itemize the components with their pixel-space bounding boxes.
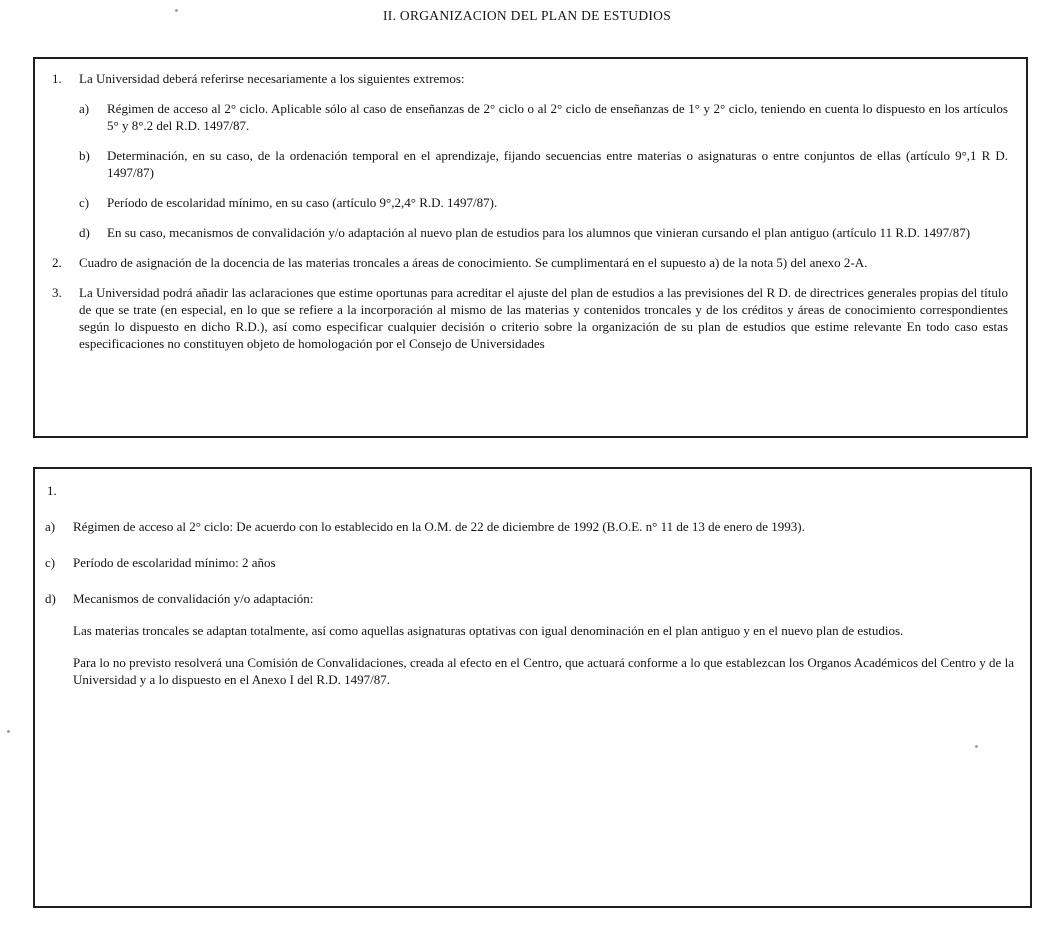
- subitem-letter: a): [79, 101, 90, 116]
- instructions-box: [33, 57, 1028, 438]
- item-text: Cuadro de asignación de la docencia de las materias troncales a áreas de conocimiento. Se cumplimentará en el supuesto a) de la nota 5) del anexo 2-A.: [79, 255, 868, 270]
- list-subitem-c: [35, 194, 1026, 211]
- list-item-1: [35, 70, 1026, 87]
- entry-letter: c): [45, 555, 56, 570]
- item-number: 2.: [52, 255, 62, 270]
- subitem-letter: b): [79, 148, 90, 163]
- answer-entry-a: [35, 518, 1030, 535]
- item-text: La Universidad podrá añadir las aclaraciones que estime oportunas para acreditar el ajuste del plan de estudios a las previsiones del R D. de directrices generales propias del título de que se trate (en especial, en lo que se refiere a la incorporación al mismo de las materias y contenidos troncales y de los créditos y áreas de conocimiento correspondientes según lo dispuesto en dicho R.D.), así como especificar cualquier decisión o criterio sobre la organización de su plan de estudios que estime relevante En todo caso estas especificaciones no constituyen objeto de homologación por el Consejo de Universidades: [79, 285, 1008, 351]
- answers-heading: 1.: [47, 483, 57, 498]
- subitem-letter: d): [79, 225, 90, 240]
- list-subitem-b: [35, 147, 1026, 181]
- page-title: II. ORGANIZACION DEL PLAN DE ESTUDIOS: [382, 8, 672, 23]
- list-item-3: [35, 284, 1026, 352]
- subitem-text: En su caso, mecanismos de convalidación y/o adaptación al nuevo plan de estudios para los alumnos que vinieran cursando el plan antiguo (artículo 11 R.D. 1497/87): [107, 225, 971, 240]
- subitem-letter: c): [79, 195, 90, 210]
- answer-entry-d: [35, 590, 1030, 607]
- answer-paragraph-1: Las materias troncales se adaptan totalmente, así como aquellas asignaturas optativas con igual denominación en el plan antiguo y en el nuevo plan de estudios.: [73, 623, 904, 638]
- subitem-text: Régimen de acceso al 2° ciclo. Aplicable sólo al caso de enseñanzas de 2° ciclo o al 2° ciclo de enseñanzas de 1° y 2° ciclo, teniendo en cuenta lo dispuesto en los artículos 5° y 8°.2 del R.D. 1497/87.: [107, 101, 1008, 133]
- list-item-2: [35, 254, 1026, 271]
- entry-text: Período de escolaridad mínimo: 2 años: [73, 555, 276, 570]
- scan-artifact-dot: [975, 745, 978, 748]
- item-text: La Universidad deberá referirse necesariamente a los siguientes extremos:: [79, 71, 465, 86]
- answer-entry-c: [35, 554, 1030, 571]
- entry-text: Mecanismos de convalidación y/o adaptación:: [73, 591, 314, 606]
- entry-letter: a): [45, 519, 56, 534]
- answer-paragraph-2: Para lo no previsto resolverá una Comisión de Convalidaciones, creada al efecto en el Centro, que actuará conforme a lo que establezcan los Organos Académicos del Centro y de la Universidad y a lo dispuesto en el Anexo I del R.D. 1497/87.: [73, 655, 1014, 687]
- scan-artifact-dot: [175, 9, 178, 12]
- subitem-text: Determinación, en su caso, de la ordenación temporal en el aprendizaje, fijando secuencias entre materias o asignaturas o entre conjuntos de ellas (artículo 9°,1 R D. 1497/87): [107, 148, 1008, 180]
- item-number: 1.: [52, 71, 62, 86]
- answers-box: [33, 467, 1032, 908]
- list-subitem-a: [35, 100, 1026, 134]
- item-number: 3.: [52, 285, 62, 300]
- list-subitem-d: [35, 224, 1026, 241]
- entry-text: Régimen de acceso al 2° ciclo: De acuerdo con lo establecido en la O.M. de 22 de diciembre de 1992 (B.O.E. n° 11 de 13 de enero de 1993).: [73, 519, 805, 534]
- subitem-text: Período de escolaridad mínimo, en su caso (artículo 9°,2,4° R.D. 1497/87).: [107, 195, 498, 210]
- scan-artifact-dot: [7, 730, 10, 733]
- entry-letter: d): [45, 591, 56, 606]
